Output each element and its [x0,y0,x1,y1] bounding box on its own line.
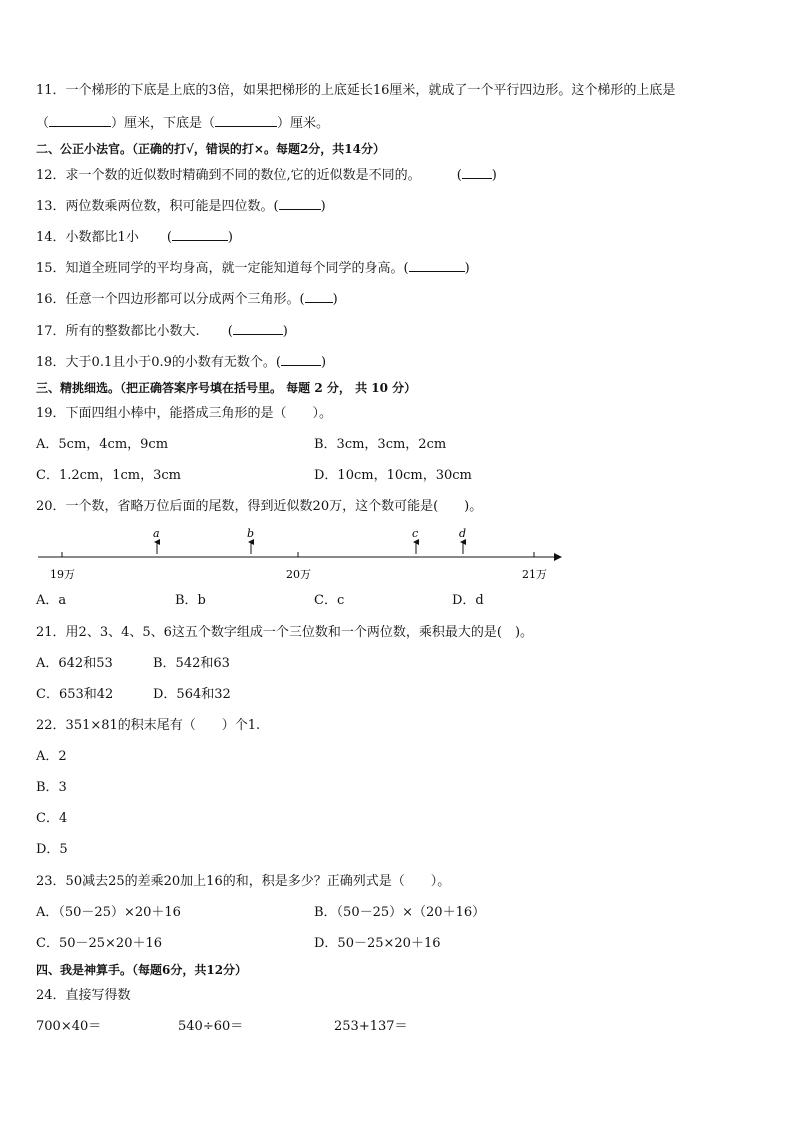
question-24: 24．直接写得数 [36,988,131,1003]
question-20: 20．一个数，省略万位后面的尾数，得到近似数20万，这个数可能是( )。 [36,499,483,514]
number-line [30,524,590,584]
option-a[interactable]: A．（50－25）×20＋16 [36,905,181,920]
option-a[interactable]: A．a [36,593,67,608]
question-18: 18．大于0.1且小于0.9的小数有无数个。( ) [36,355,327,370]
answer-blank[interactable] [281,353,321,366]
option-a[interactable]: A．2 [36,749,67,764]
question-12: 12．求一个数的近似数时精确到不同的数位,它的近似数是不同的。 ( ) [36,168,497,183]
answer-blank[interactable] [215,114,277,127]
tick-label-19wan: 19万 [50,568,75,581]
section-2-heading: 二、公正小法官。（正确的打√，错误的打×。每题2分，共14分） [36,142,385,156]
tick-label-20wan: 20万 [286,568,311,581]
option-b[interactable]: B．542和63 [153,656,230,671]
question-16: 16．任意一个四边形都可以分成两个三角形。( ) [36,292,338,307]
question-13: 13．两位数乘两位数，积可能是四位数。( ) [36,199,326,214]
option-d[interactable]: D．564和32 [153,687,231,702]
tick-label-21wan: 21万 [522,568,547,581]
option-c[interactable]: C．50－25×20＋16 [36,936,163,951]
marker-d-label: d [459,527,467,540]
option-d[interactable]: D．d [452,593,484,608]
answer-blank[interactable] [409,259,465,272]
answer-blank[interactable] [279,197,321,210]
question-15: 15．知道全班同学的平均身高，就一定能知道每个同学的身高。( ) [36,261,470,276]
option-d[interactable]: D．50－25×20＋16 [314,936,441,951]
question-11-line1: 11．一个梯形的下底是上底的3倍，如果把梯形的上底延长16厘米，就成了一个平行四边形。这个梯形的上底是 [36,83,676,98]
section-3-heading: 三、精挑细选。（把正确答案序号填在括号里。 每题 2 分， 共 10 分） [36,381,417,395]
option-c[interactable]: C．653和42 [36,687,114,702]
marker-a-label: a [153,527,160,540]
answer-blank[interactable] [462,166,492,179]
answer-blank[interactable] [172,228,228,241]
option-a[interactable]: A．642和53 [36,656,113,671]
option-c[interactable]: C．4 [36,811,68,826]
option-b[interactable]: B．（50－25）×（20＋16） [314,905,486,920]
calc-item-1: 700×40＝ [36,1019,102,1034]
question-22: 22．351×81的积末尾有（ ）个1. [36,718,261,733]
question-23: 23．50减去25的差乘20加上16的和，积是多少？正确列式是（ ）。 [36,874,451,889]
marker-b-label: b [247,527,255,540]
question-17: 17．所有的整数都比小数大. ( ) [36,324,288,339]
calc-item-2: 540÷60＝ [178,1019,244,1034]
option-b[interactable]: B．b [175,593,206,608]
option-c[interactable]: C．c [314,593,345,608]
question-14: 14．小数都比1小 ( ) [36,230,233,245]
option-d[interactable]: D．10cm，10cm，30cm [314,468,472,483]
question-11-line2: （ ）厘米，下底是（ ）厘米。 [36,116,330,131]
option-b[interactable]: B．3 [36,780,67,795]
answer-blank[interactable] [305,290,333,303]
option-b[interactable]: B．3cm，3cm，2cm [314,437,447,452]
section-4-heading: 四、我是神算手。（每题6分，共12分） [36,963,248,977]
answer-blank[interactable] [49,114,111,127]
option-a[interactable]: A．5cm，4cm，9cm [36,437,169,452]
calc-item-3: 253+137＝ [334,1019,408,1034]
question-19: 19．下面四组小棒中，能搭成三角形的是（ ）。 [36,406,333,421]
option-c[interactable]: C．1.2cm，1cm，3cm [36,468,181,483]
option-d[interactable]: D．5 [36,842,68,857]
question-21: 21．用2、3、4、5、6这五个数字组成一个三位数和一个两位数，乘积最大的是( )。 [36,625,534,640]
marker-c-label: c [412,527,419,540]
answer-blank[interactable] [233,322,283,335]
